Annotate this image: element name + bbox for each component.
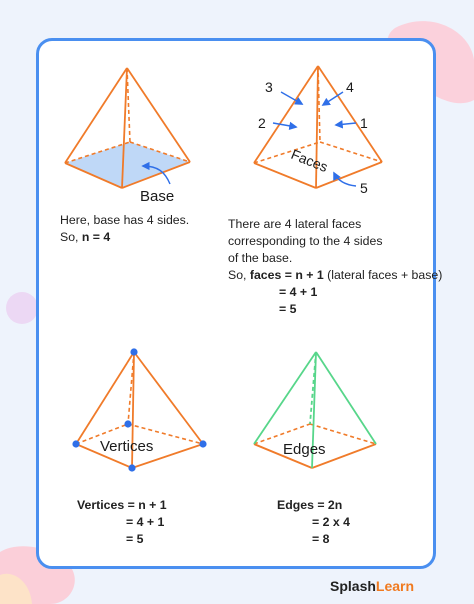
vertices-formula-line1: Vertices = n + 1 — [77, 498, 167, 512]
faces-formula-line1: So, faces = n + 1 (lateral faces + base) — [228, 268, 443, 282]
vertices-formula-line3: = 5 — [126, 532, 144, 546]
pyramid-base-diagram — [65, 68, 190, 205]
face-number-2: 2 — [258, 115, 266, 131]
pyramid-vertices-diagram — [72, 348, 206, 471]
base-shading — [65, 142, 190, 188]
faces-explanation-line1: There are 4 lateral faces — [228, 217, 362, 231]
edges-formula-line1: Edges = 2n — [277, 498, 343, 512]
base-explanation-line2: So, n = 4 — [60, 230, 111, 244]
face-number-1: 1 — [360, 115, 368, 131]
faces-explanation-line2: corresponding to the 4 sides — [228, 234, 383, 248]
vertices-label: Vertices — [100, 438, 154, 455]
pyramid-edges-diagram — [254, 352, 376, 468]
splashlearn-logo: SplashLearn — [330, 578, 415, 594]
face-number-4: 4 — [346, 79, 354, 95]
faces-explanation-line3: of the base. — [228, 251, 293, 265]
vertex-apex — [130, 348, 137, 355]
vertex-left — [72, 440, 79, 447]
faces-formula-line2: = 4 + 1 — [279, 285, 318, 299]
vertex-right — [199, 440, 206, 447]
vertex-front — [128, 464, 135, 471]
pyramid-faces-diagram — [254, 66, 382, 196]
faces-formula-line3: = 5 — [279, 302, 297, 316]
edges-label: Edges — [283, 441, 326, 458]
face-number-5: 5 — [360, 180, 368, 196]
face-number-3: 3 — [265, 79, 273, 95]
faces-label: Faces — [288, 145, 331, 176]
edges-formula-line2: = 2 x 4 — [312, 515, 350, 529]
base-label: Base — [140, 188, 175, 205]
edges-formula-line3: = 8 — [312, 532, 330, 546]
base-explanation-line1: Here, base has 4 sides. — [60, 213, 190, 227]
vertices-formula-line2: = 4 + 1 — [126, 515, 165, 529]
vertex-back — [124, 420, 131, 427]
